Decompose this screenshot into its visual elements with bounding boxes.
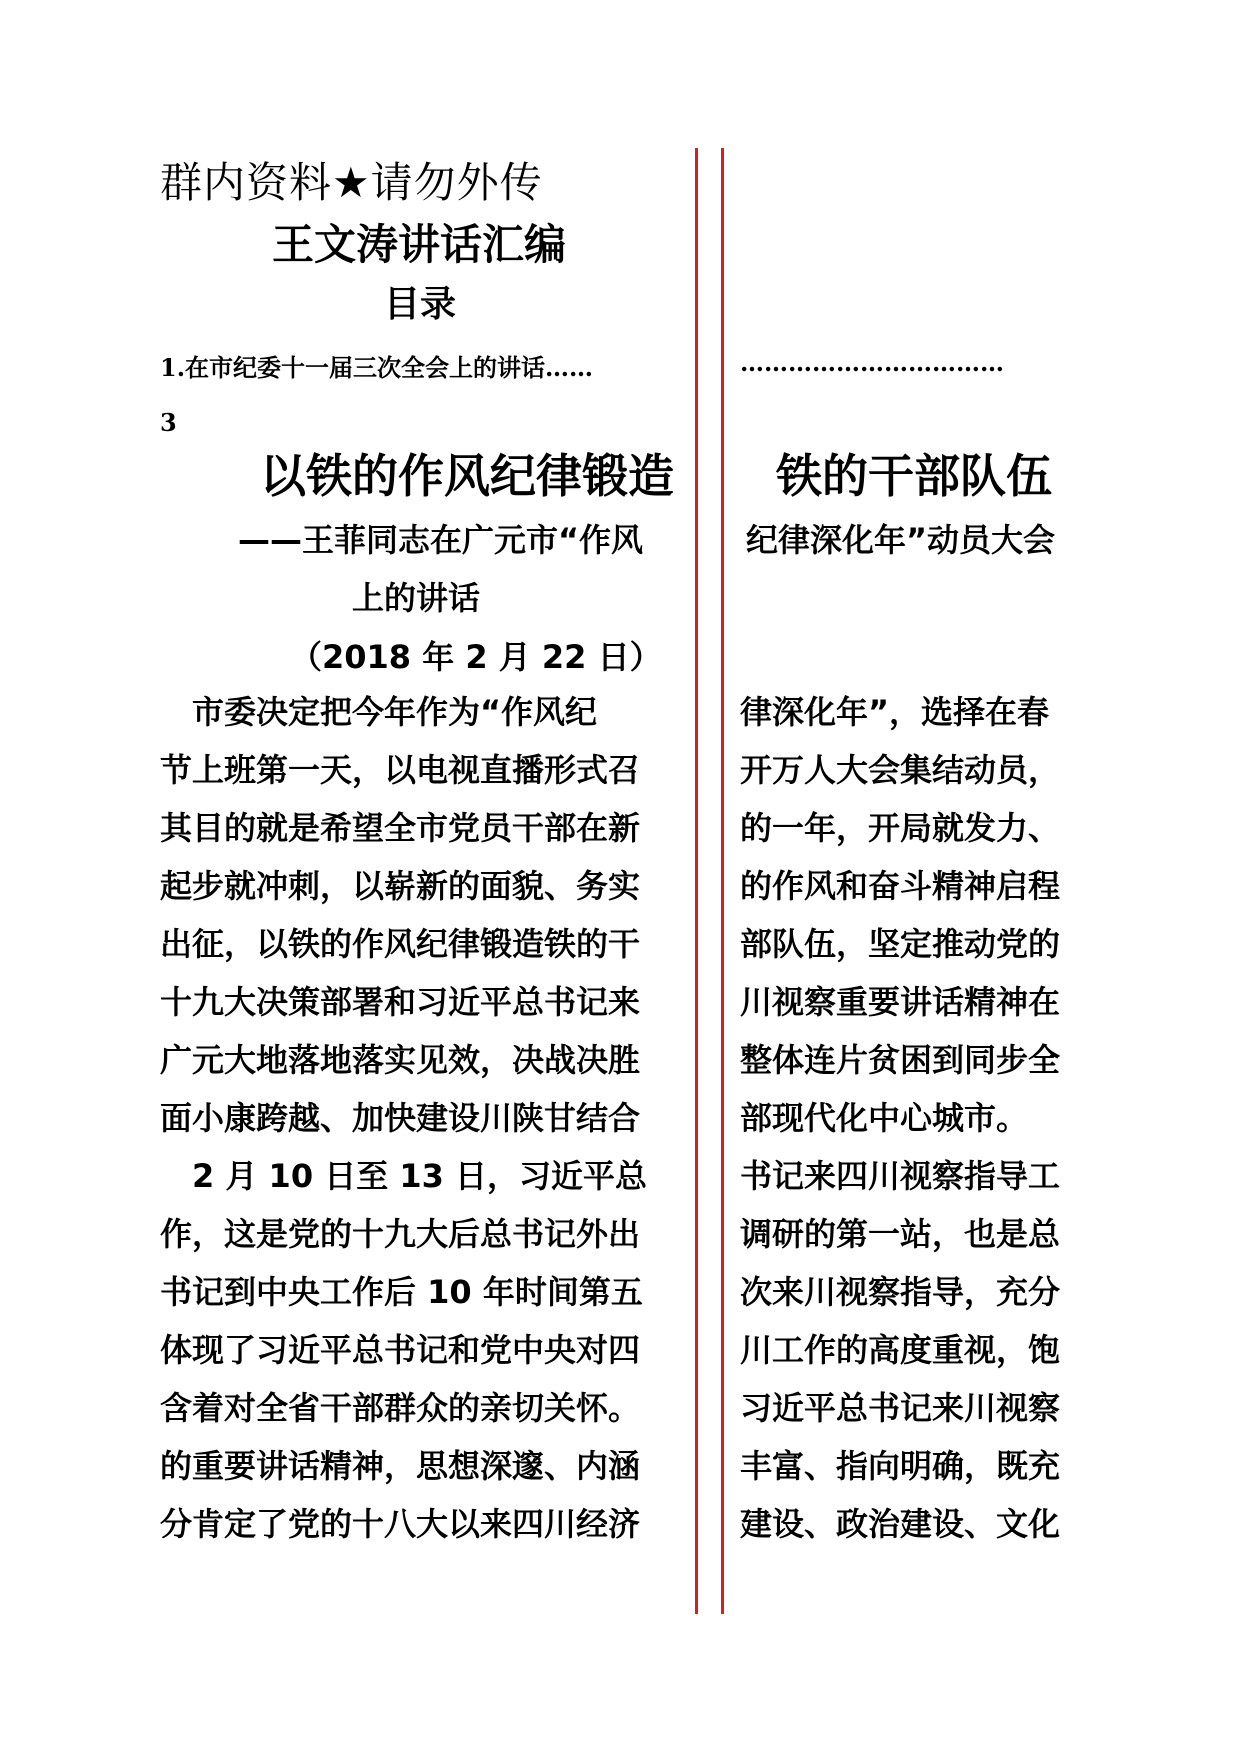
body-line: 川视察重要讲话精神在 <box>740 983 1061 1021</box>
article-subtitle-line2: 上的讲话 <box>352 579 481 617</box>
body-line: 部现代化中心城市。 <box>740 1099 1029 1137</box>
body-line: 习近平总书记来川视察 <box>740 1389 1061 1427</box>
body-line: 的一年，开局就发力、 <box>740 809 1061 847</box>
body-line: 起步就冲刺，以崭新的面貌、务实 <box>160 867 641 905</box>
toc-leader-dots: …………………………… <box>740 348 1004 377</box>
body-line: 整体连片贫困到同步全 <box>740 1041 1061 1079</box>
body-line: 部队伍，坚定推动党的 <box>740 925 1061 963</box>
body-line: 节上班第一天，以电视直播形式召 <box>160 751 641 789</box>
column-divider-right-rule <box>721 148 724 1614</box>
toc-heading: 目录 <box>384 284 457 325</box>
confidential-notice: 群内资料★请勿外传 <box>160 158 543 207</box>
body-line: 的重要讲话精神，思想深邃、内涵 <box>160 1447 641 1485</box>
body-line: 律深化年”，选择在春 <box>740 693 1050 731</box>
article-subtitle-left: ——王菲同志在广元市“作风 <box>238 521 644 559</box>
body-line: 书记到中央工作后 10 年时间第五 <box>160 1273 643 1311</box>
article-title-right: 铁的干部队伍 <box>776 449 1052 503</box>
body-line: 面小康跨越、加快建设川陕甘结合 <box>160 1099 641 1137</box>
body-line: 出征，以铁的作风纪律锻造铁的干 <box>160 925 641 963</box>
body-line: 丰富、指向明确，既充 <box>740 1447 1061 1485</box>
body-line: 市委决定把今年作为“作风纪 <box>160 693 598 731</box>
body-line: 十九大决策部署和习近平总书记来 <box>160 983 641 1021</box>
article-title-left: 以铁的作风纪律锻造 <box>260 449 674 503</box>
body-line: 的作风和奋斗精神启程 <box>740 867 1061 905</box>
article-date: （2018 年 2 月 22 日） <box>290 638 662 676</box>
body-line: 广元大地落地落实见效，决战决胜 <box>160 1041 641 1079</box>
body-line: 开万人大会集结动员， <box>740 751 1061 789</box>
body-line: 调研的第一站，也是总 <box>740 1215 1061 1253</box>
body-line: 含着对全省干部群众的亲切关怀。 <box>160 1389 641 1427</box>
body-line: 分肯定了党的十八大以来四川经济 <box>160 1505 641 1543</box>
article-subtitle-right: 纪律深化年”动员大会 <box>746 521 1056 559</box>
body-line: 建设、政治建设、文化 <box>740 1505 1061 1543</box>
toc-page-number: 3 <box>160 408 177 437</box>
body-line: 其目的就是希望全市党员干部在新 <box>160 809 641 847</box>
body-line: 川工作的高度重视，饱 <box>740 1331 1061 1369</box>
body-line: 作，这是党的十九大后总书记外出 <box>160 1215 641 1253</box>
document-title: 王文涛讲话汇编 <box>272 220 567 269</box>
body-line: 体现了习近平总书记和党中央对四 <box>160 1331 641 1369</box>
body-line: 2 月 10 日至 13 日，习近平总 <box>160 1157 648 1195</box>
column-divider-left-rule <box>695 148 698 1614</box>
body-line: 书记来四川视察指导工 <box>740 1157 1061 1195</box>
body-line: 次来川视察指导，充分 <box>740 1273 1061 1311</box>
toc-entry[interactable]: 1.在市纪委十一届三次全会上的讲话…… <box>160 353 594 382</box>
